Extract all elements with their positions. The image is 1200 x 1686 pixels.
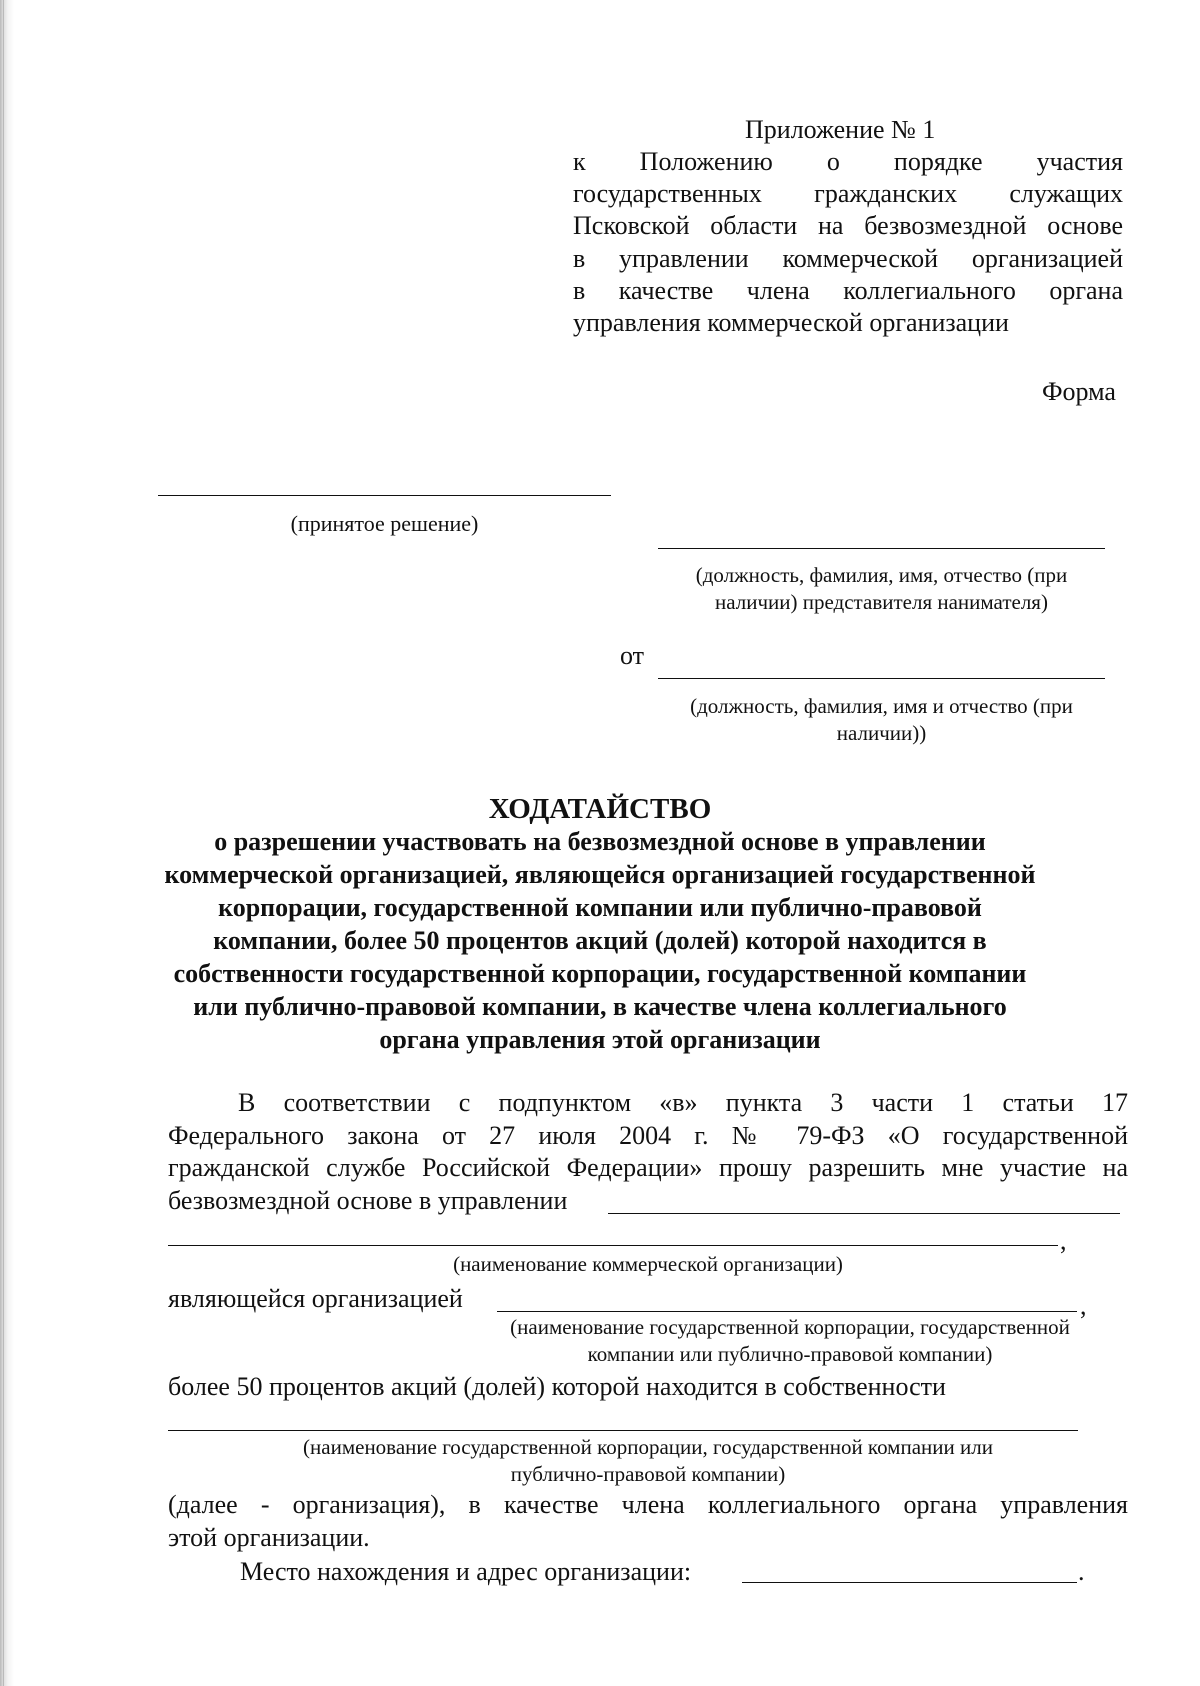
petition-subtitle-1: о разрешении участвовать на безвозмездной основе в управлении — [214, 827, 986, 856]
applicant-caption-2: наличии)) — [836, 721, 927, 745]
corp-caption-2: компании или публично-правовой компании) — [587, 1342, 993, 1366]
commercial-org-caption: (наименование коммерческой организации) — [453, 1252, 843, 1276]
applicant-line[interactable] — [658, 678, 1105, 679]
appendix-line-6: управления коммерческой организации — [573, 308, 1009, 337]
comma-2: , — [1080, 1291, 1087, 1320]
address-line[interactable] — [742, 1582, 1077, 1583]
employer-line[interactable] — [658, 548, 1105, 549]
applicant-caption-1: (должность, фамилия, имя и отчество (при — [690, 694, 1073, 718]
employer-caption-1: (должность, фамилия, имя, отчество (при — [695, 563, 1068, 587]
employer-caption-2: наличии) представителя нанимателя) — [715, 590, 1048, 614]
hereinafter-end: этой организации. — [168, 1523, 370, 1552]
body-line-4: безвозмездной основе в управлении — [168, 1186, 568, 1215]
corp-line[interactable] — [497, 1311, 1077, 1312]
corp-caption-1: (наименование государственной корпорации, государственной — [510, 1315, 1070, 1339]
hereinafter-line: (далее - организация), в качестве члена коллегиального органа управления — [168, 1490, 1128, 1519]
petition-subtitle-7: органа управления этой организации — [379, 1025, 821, 1054]
shares-line: более 50 процентов акций (долей) которой находится в собственности — [168, 1372, 946, 1401]
corp2-line[interactable] — [168, 1430, 1078, 1431]
body-line-1: В соответствии с подпунктом «в» пункта 3 части 1 статьи 17 — [238, 1088, 1128, 1117]
petition-title: ХОДАТАЙСТВО — [488, 793, 712, 825]
petition-subtitle-4: компании, более 50 процентов акций (долей) которой находится в — [213, 926, 987, 955]
management-blank-line[interactable] — [608, 1213, 1120, 1214]
corp2-caption-2: публично-правовой компании) — [510, 1462, 786, 1486]
from-label: от — [620, 641, 645, 670]
body-line-3: гражданской службе Российской Федерации» прошу разрешить мне участие на — [168, 1153, 1128, 1182]
appendix-line-3: Псковской области на безвозмездной основе — [573, 211, 1123, 240]
petition-subtitle-2: коммерческой организацией, являющейся организацией государственной — [164, 860, 1036, 889]
comma-1: , — [1060, 1226, 1067, 1255]
body-line-2: Федерального закона от 27 июля 2004 г. № 79-ФЗ «О государственной — [168, 1121, 1128, 1150]
appendix-line-2: государственных гражданских служащих — [573, 179, 1123, 208]
period: . — [1078, 1557, 1085, 1586]
form-label: Форма — [1042, 377, 1116, 406]
decision-line[interactable] — [158, 495, 611, 496]
appendix-line-1: к Положению о порядке участия — [573, 147, 1123, 176]
appendix-line-4: в управлении коммерческой организацией — [573, 244, 1123, 273]
commercial-org-line[interactable] — [168, 1245, 1058, 1246]
petition-subtitle-3: корпорации, государственной компании или публично-правовой — [218, 893, 982, 922]
petition-subtitle-5: собственности государственной корпорации, государственной компании — [173, 959, 1027, 988]
appendix-line-5: в качестве члена коллегиального органа — [573, 276, 1123, 305]
corp2-caption-1: (наименование государственной корпорации, государственной компании или — [303, 1435, 993, 1459]
decision-caption: (принятое решение) — [290, 511, 479, 536]
appendix-title: Приложение № 1 — [745, 115, 936, 144]
being-org-label: являющейся организацией — [168, 1284, 463, 1313]
address-label: Место нахождения и адрес организации: — [240, 1557, 692, 1586]
petition-subtitle-6: или публично-правовой компании, в качестве члена коллегиального — [193, 992, 1007, 1021]
